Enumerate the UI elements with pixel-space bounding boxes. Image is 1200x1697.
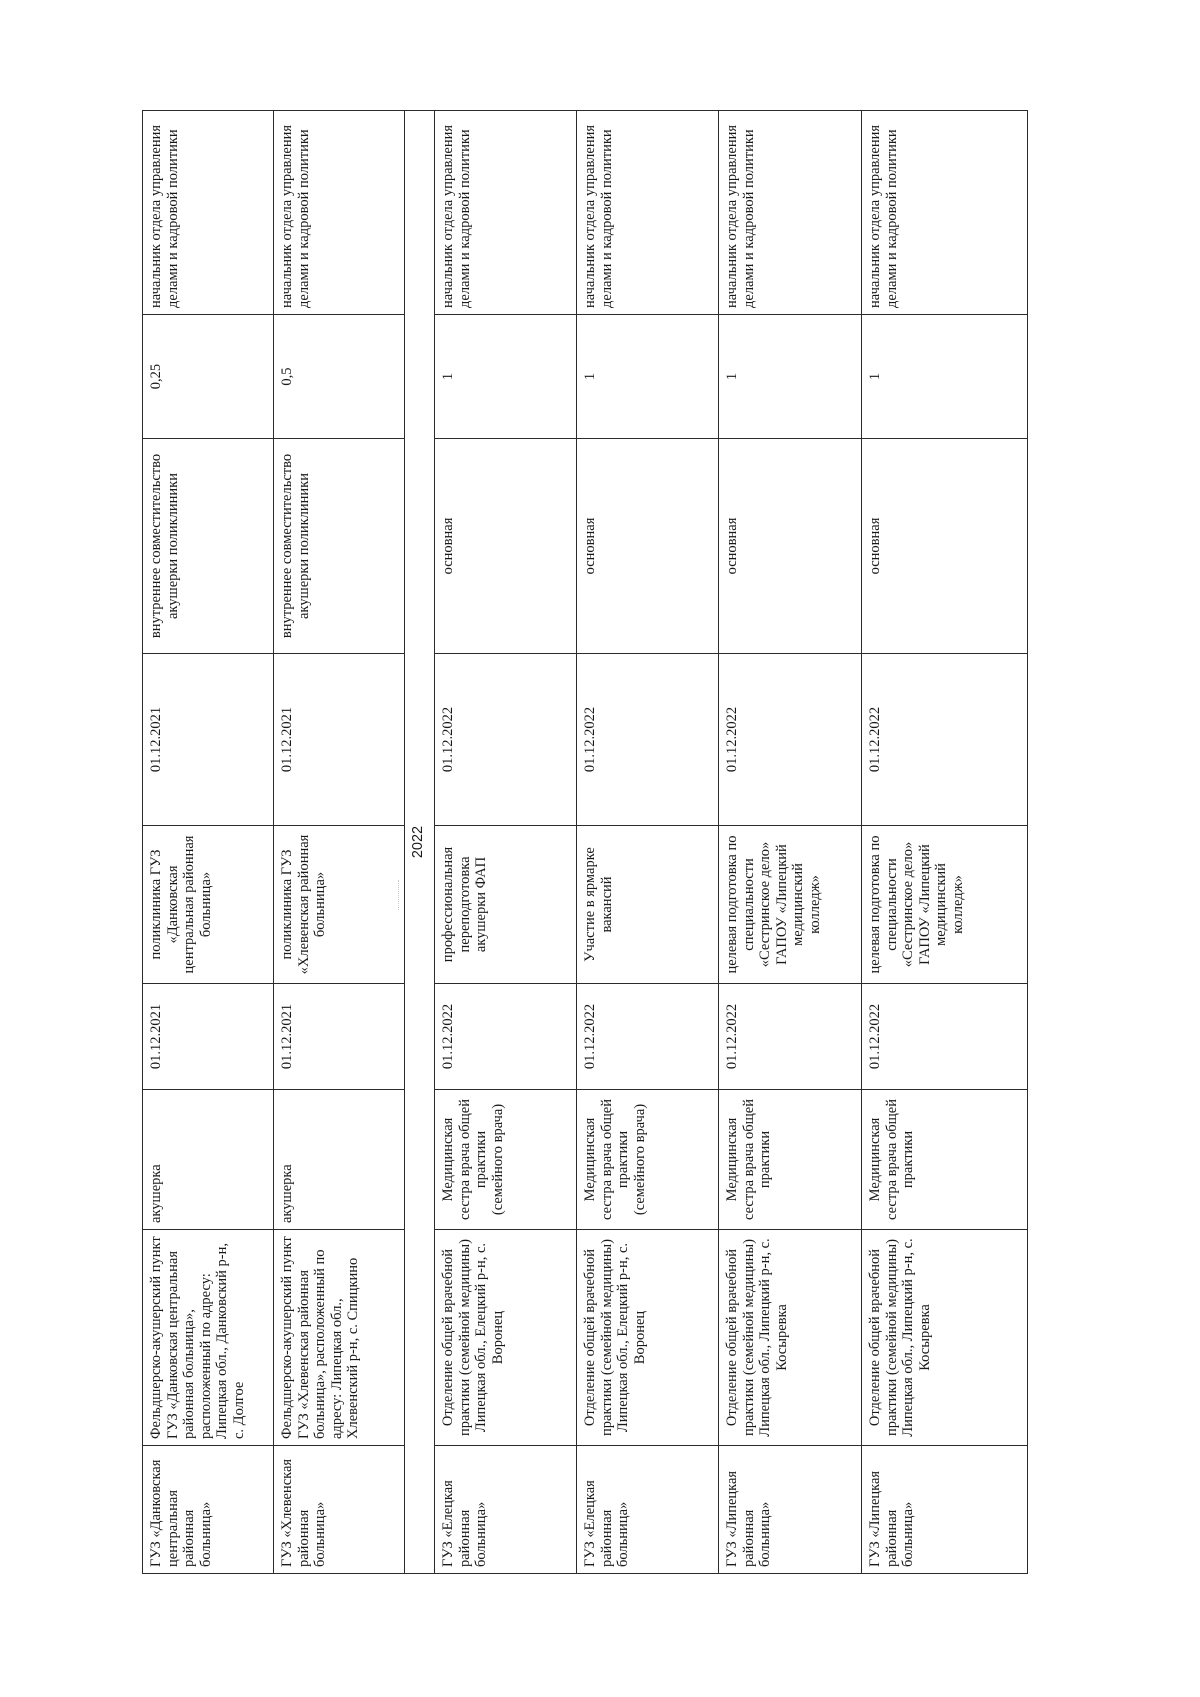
date-cell: 01.12.2021 (143, 984, 274, 1090)
table-row (862, 111, 1028, 1574)
date-cell: 01.12.2022 (862, 984, 1028, 1090)
section-year: 2022 (405, 111, 435, 1574)
responsible-cell: начальник отдела управления делами и кадровой политики (435, 111, 577, 315)
org-cell: ГУЗ «Липецкая районная больница» (862, 1446, 1028, 1574)
position-cell: Медицинская сестра врача общей практики (719, 1090, 862, 1230)
employment-type-cell: основная (577, 439, 719, 654)
date-cell: 01.12.2022 (435, 984, 577, 1090)
employment-type-cell: основная (862, 439, 1028, 654)
employment-type-cell: основная (435, 439, 577, 654)
measure-cell: поликлиника ГУЗ «Хлевенская районная больница» (274, 826, 405, 984)
rate-cell: 1 (719, 315, 862, 439)
org-cell: ГУЗ «Елецкая районная больница» (435, 1446, 577, 1574)
position-cell: Медицинская сестра врача общей практики (семейного врача) (435, 1090, 577, 1230)
table-row (274, 111, 405, 1574)
unit-cell: Отделение общей врачебной практики (семейной медицины) Липецкая обл., Елецкий р-н, с. Воронец (577, 1230, 719, 1446)
measure-cell: целевая подготовка по специальности «Сестринское дело» ГАПОУ «Липецкий медицинский колледж» (719, 826, 862, 984)
position-cell: Медицинская сестра врача общей практики (семейного врача) (577, 1090, 719, 1230)
responsible-cell: начальник отдела управления делами и кадровой политики (862, 111, 1028, 315)
table-row (719, 111, 862, 1574)
date-cell: 01.12.2022 (719, 984, 862, 1090)
position-cell: акушерка (274, 1090, 405, 1230)
responsible-cell: начальник отдела управления делами и кадровой политики (719, 111, 862, 315)
unit-cell: Отделение общей врачебной практики (семейной медицины) Липецкая обл., Липецкий р-н, с. Косыревка (719, 1230, 862, 1446)
rate-cell: 1 (435, 315, 577, 439)
measure-cell: Участие в ярмарке вакансий (577, 826, 719, 984)
staffing-table (142, 110, 1028, 1574)
unit-cell: Фельдшерско-акушерский пункт ГУЗ «Данковская центральная районная больница», расположенный по адресу: Липецкая обл., Данковский р-н, с. Долгое (143, 1230, 274, 1446)
employment-type-cell: внутреннее совместительство акушерки поликлиники (274, 439, 405, 654)
org-cell: ГУЗ «Данковская центральная районная больница» (143, 1446, 274, 1574)
date-cell: 01.12.2022 (862, 654, 1028, 826)
rate-cell: 0,5 (274, 315, 405, 439)
table-row (143, 111, 274, 1574)
measure-cell: целевая подготовка по специальности «Сестринское дело» ГАПОУ «Липецкий медицинский колледж» (862, 826, 1028, 984)
position-cell: акушерка (143, 1090, 274, 1230)
rate-cell: 0,25 (143, 315, 274, 439)
unit-cell: Фельдшерско-акушерский пункт ГУЗ «Хлевенская районная больница», расположенный по адресу: Липецкая обл., Хлевенский р-н, с. Спицкино (274, 1230, 405, 1446)
date-cell: 01.12.2021 (143, 654, 274, 826)
employment-type-cell: основная (719, 439, 862, 654)
date-cell: 01.12.2021 (274, 654, 405, 826)
section-row (405, 111, 435, 1574)
rate-cell: 1 (577, 315, 719, 439)
date-cell: 01.12.2022 (435, 654, 577, 826)
rotated-page (142, 111, 1027, 1574)
measure-cell: профессиональная переподготовка акушерки ФАП (435, 826, 577, 984)
org-cell: ГУЗ «Липецкая районная больница» (719, 1446, 862, 1574)
date-cell: 01.12.2022 (577, 984, 719, 1090)
org-cell: ГУЗ «Елецкая районная больница» (577, 1446, 719, 1574)
date-cell: 01.12.2022 (577, 654, 719, 826)
table-row (435, 111, 577, 1574)
responsible-cell: начальник отдела управления делами и кадровой политики (143, 111, 274, 315)
responsible-cell: начальник отдела управления делами и кадровой политики (577, 111, 719, 315)
date-cell: 01.12.2022 (719, 654, 862, 826)
position-cell: Медицинская сестра врача общей практики (862, 1090, 1028, 1230)
responsible-cell: начальник отдела управления делами и кадровой политики (274, 111, 405, 315)
rate-cell: 1 (862, 315, 1028, 439)
employment-type-cell: внутреннее совместительство акушерки поликлиники (143, 439, 274, 654)
measure-cell: поликлиника ГУЗ «Данковская центральная районная больница» (143, 826, 274, 984)
unit-cell: Отделение общей врачебной практики (семейной медицины) Липецкая обл., Липецкий р-н, с. Косыревка (862, 1230, 1028, 1446)
org-cell: ГУЗ «Хлевенская районная больница» (274, 1446, 405, 1574)
unit-cell: Отделение общей врачебной практики (семейной медицины) Липецкая обл., Елецкий р-н, с. Воронец (435, 1230, 577, 1446)
date-cell: 01.12.2021 (274, 984, 405, 1090)
table-row (577, 111, 719, 1574)
